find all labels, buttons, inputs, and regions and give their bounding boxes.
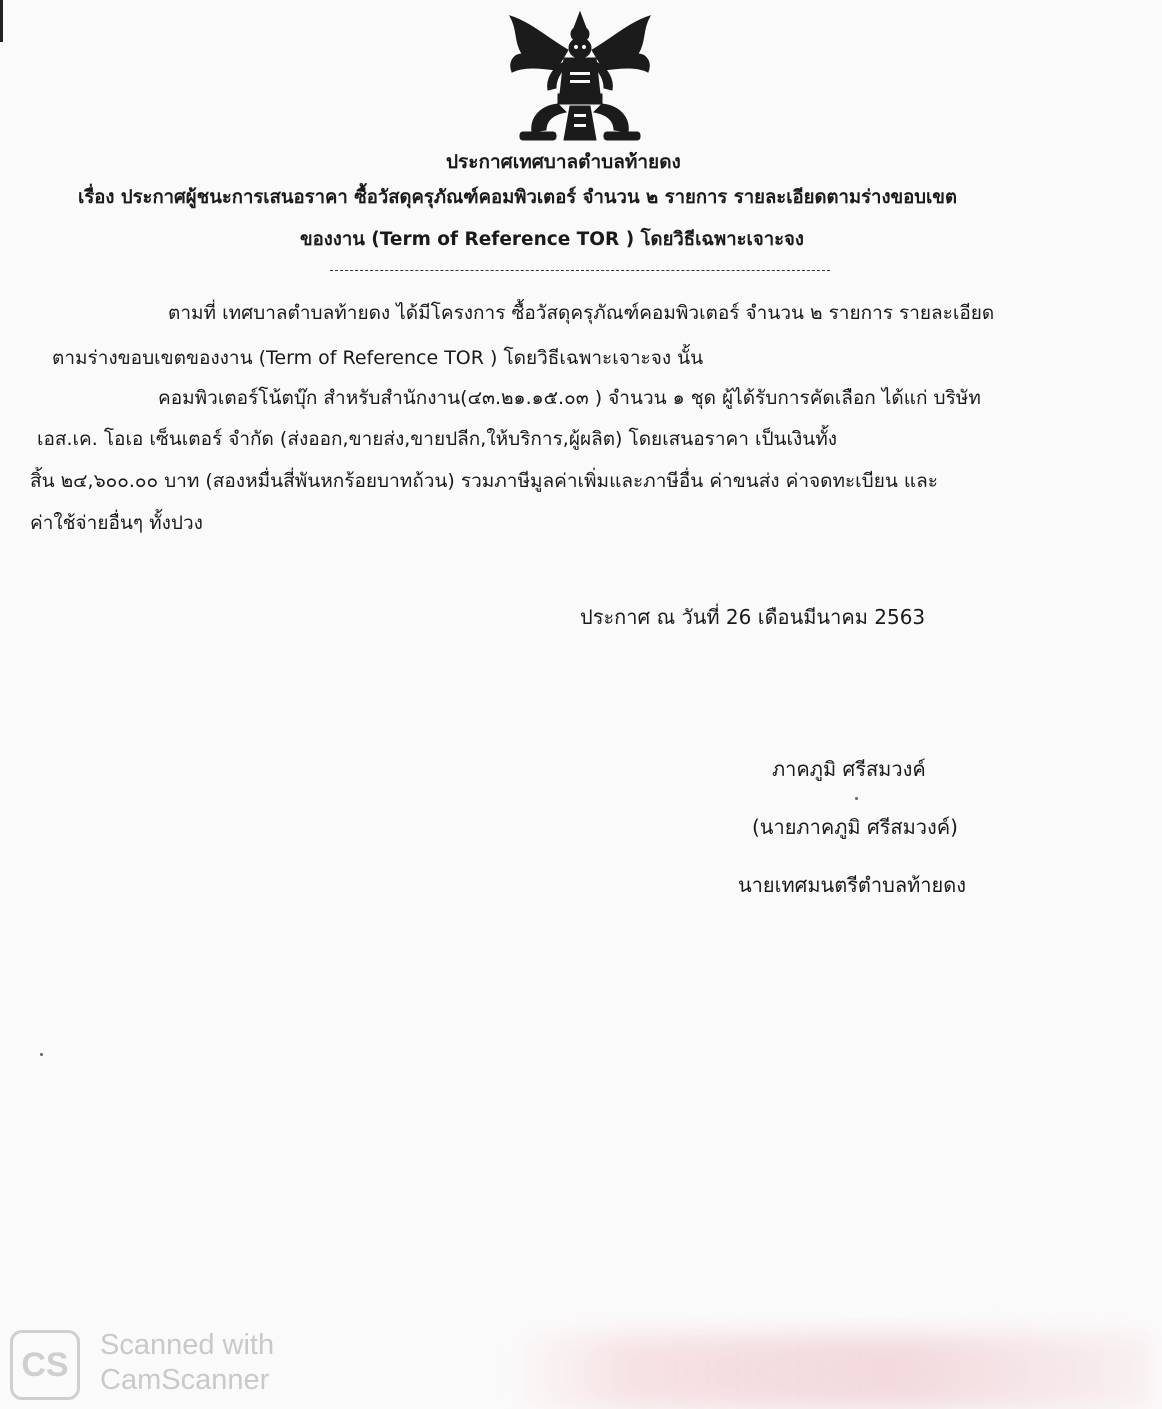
watermark-line-1: Scanned with [100,1329,275,1361]
separator-rule [330,270,830,271]
body-line-2: ตามร่างขอบเขตของงาน (Term of Reference TOR ) โดยวิธีเฉพาะเจาะจง นั้น [52,347,704,369]
camscanner-logo-text: CS [21,1345,69,1384]
paper-stain [510,1335,1150,1409]
signer-position: นายเทศมนตรีตำบลท้ายดง [738,873,966,897]
body-line-1: ตามที่ เทศบาลตำบลท้ายดง ได้มีโครงการ ซื้อวัสดุครุภัณฑ์คอมพิวเตอร์ จำนวน ๒ รายการ รายละเอียด [168,302,995,324]
announcement-date: ประกาศ ณ วันที่ 26 เดือนมีนาคม 2563 [580,605,926,629]
speck [855,797,858,800]
body-line-3: คอมพิวเตอร์โน้ตบุ๊ก สำหรับสำนักงาน(๔๓.๒๑.๑๕.๐๓ ) จำนวน ๑ ชุด ผู้ได้รับการคัดเลือก ได้แก่ บริษัท [158,387,981,409]
camscanner-logo [10,1330,80,1400]
body-line-4: เอส.เค. โอเอ เซ็นเตอร์ จำกัด (ส่งออก,ขายส่ง,ขายปลีก,ให้บริการ,ผู้ผลิต) โดยเสนอราคา เป็นเงินทั้ง [37,428,838,450]
scan-edge-mark [0,0,3,42]
watermark-line-2: CamScanner [100,1364,270,1396]
subject-line-2: ของงาน (Term of Reference TOR ) โดยวิธีเฉพาะเจาะจง [300,229,804,250]
garuda-emblem [500,10,660,150]
subject-line-1: เรื่อง ประกาศผู้ชนะการเสนอราคา ซื้อวัสดุครุภัณฑ์คอมพิวเตอร์ จำนวน ๒ รายการ รายละเอียดตามร่างขอบเขต [78,187,957,208]
body-line-6: ค่าใช้จ่ายอื่นๆ ทั้งปวง [30,512,203,534]
body-line-5: สิ้น ๒๔,๖๐๐.๐๐ บาท (สองหมื่นสี่พันหกร้อยบาทถ้วน) รวมภาษีมูลค่าเพิ่มและภาษีอื่น ค่าขนส่ง ค่าจดทะเบียน และ [30,470,938,492]
org-title: ประกาศเทศบาลตำบลท้ายดง [446,151,681,173]
camscanner-watermark [100,1328,274,1398]
speck [40,1053,43,1056]
printed-name: (นายภาคภูมิ ศรีสมวงค์) [752,815,958,839]
signature-name: ภาคภูมิ ศรีสมวงค์ [772,757,926,781]
